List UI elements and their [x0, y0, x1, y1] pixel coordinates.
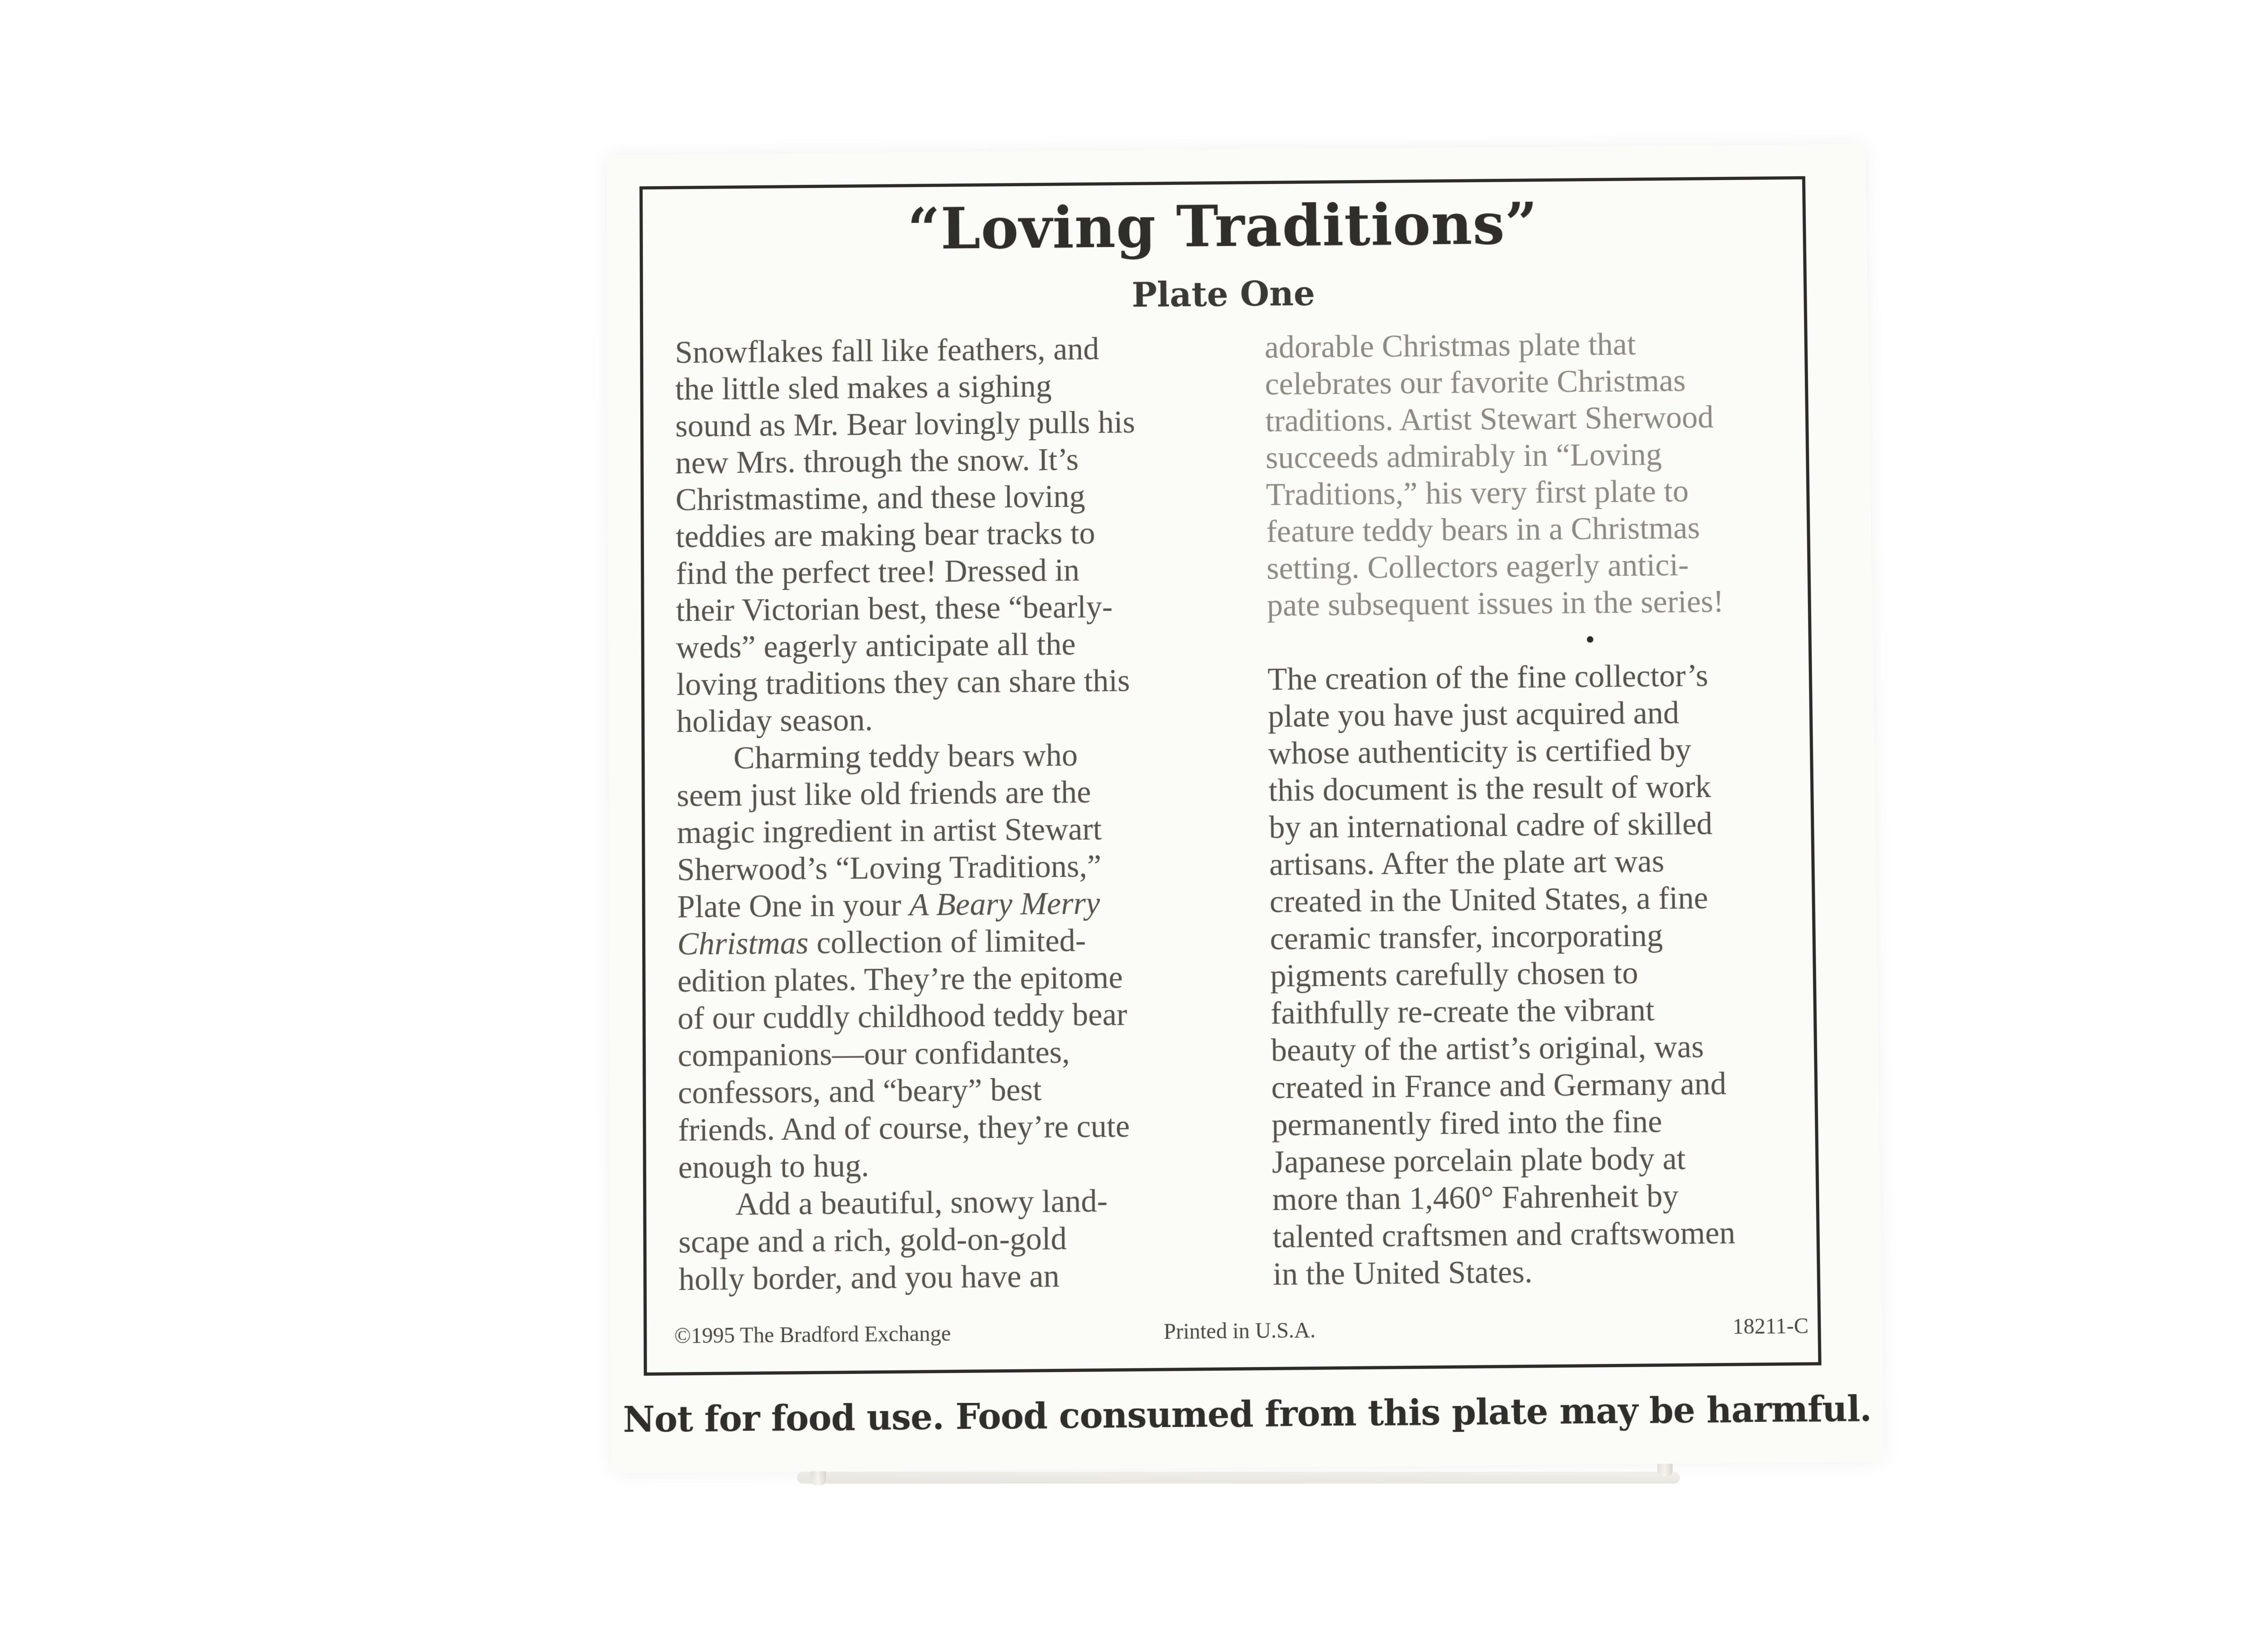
text-line: setting. Collectors eagerly antici- [1266, 547, 1689, 586]
certificate-sheet [607, 144, 1884, 1473]
text-line: of our cuddly childhood teddy bear [677, 997, 1127, 1037]
right-paragraph-1 [1265, 325, 1794, 624]
text-line: pate subsequent issues in the series! [1266, 584, 1724, 624]
series-title-italic: A Beary Merry [909, 885, 1100, 923]
text-line: celebrates our favorite Christmas [1265, 363, 1686, 402]
text-line: teddies are making bear tracks to [676, 515, 1095, 555]
text-line: artisans. After the plate art was [1269, 843, 1664, 883]
text-line: seem just like old friends are the [676, 774, 1091, 814]
copyright-notice: ©1995 The Bradford Exchange [674, 1321, 951, 1349]
text-line: this document is the result of work [1268, 769, 1712, 808]
left-paragraph-1 [675, 329, 1246, 740]
text-line: Sherwood’s “Loving Traditions,” [677, 848, 1102, 888]
text-line: collection of limited- [808, 923, 1086, 961]
text-line: holiday season. [676, 702, 873, 740]
text-line: beauty of the artist’s original, was [1271, 1029, 1704, 1069]
section-separator-bullet: • [1585, 624, 1595, 655]
text-line: faithfully re-create the vibrant [1270, 992, 1655, 1031]
text-line: Traditions,” his very first plate to [1266, 473, 1689, 513]
text-line: adorable Christmas plate that [1264, 327, 1636, 365]
text-line: traditions. Artist Stewart Sherwood [1265, 399, 1714, 439]
food-use-warning: Not for food use. Food consumed from this plate may be harmful. [623, 1388, 1872, 1441]
text-line: Japanese porcelain plate body at [1271, 1141, 1686, 1180]
text-line: friends. And of course, they’re cute [678, 1109, 1130, 1148]
text-line: by an international cadre of skilled [1269, 806, 1713, 845]
text-line: their Victorian best, these “bearly- [676, 589, 1113, 629]
right-paragraph-2 [1267, 656, 1804, 1293]
text-line: created in France and Germany and [1271, 1066, 1727, 1106]
text-line: more than 1,460° Fahrenheit by [1272, 1178, 1679, 1218]
left-paragraph-2 [676, 735, 1249, 1186]
left-text-column [675, 329, 1251, 1298]
text-line: companions—our confidantes, [677, 1034, 1070, 1074]
product-code: 18211-C [1732, 1314, 1809, 1339]
text-line: ceramic transfer, incorporating [1270, 917, 1663, 957]
text-line: Snowflakes fall like feathers, and [675, 331, 1099, 370]
certificate-footer [674, 1313, 1809, 1349]
text-line: edition plates. They’re the epitome [677, 960, 1123, 999]
text-line: loving traditions they can share this [676, 663, 1130, 702]
text-line: new Mrs. through the snow. It’s [675, 442, 1079, 481]
text-line: confessors, and “beary” best [677, 1072, 1042, 1111]
text-line: Christmastime, and these loving [675, 479, 1086, 518]
text-line: scape and a rich, gold-on-gold [678, 1221, 1067, 1260]
text-line: whose authenticity is certified by [1268, 732, 1692, 771]
text-line: Charming teddy bears who [733, 737, 1078, 776]
printed-in-notice: Printed in U.S.A. [1163, 1318, 1316, 1344]
series-title-italic: Christmas [677, 925, 809, 962]
text-line: pigments carefully chosen to [1270, 955, 1639, 994]
text-line: sound as Mr. Bear lovingly pulls his [675, 404, 1136, 444]
text-line: the little sled makes a sighing [675, 369, 1052, 407]
text-line: in the United States. [1272, 1254, 1533, 1292]
text-line: feature teddy bears in a Christmas [1266, 510, 1700, 549]
text-line: enough to hug. [678, 1148, 869, 1186]
text-line: succeeds admirably in “Loving [1265, 437, 1662, 476]
certificate-border [639, 176, 1821, 1376]
text-line: talented craftsmen and craftswomen [1272, 1215, 1736, 1255]
text-line: Add a beautiful, snowy land- [735, 1183, 1108, 1222]
text-line: holly border, and you have an [678, 1258, 1060, 1297]
text-line: The creation of the fine collector’s [1267, 658, 1708, 697]
certificate-title: “Loving Traditions” [907, 191, 1539, 263]
left-paragraph-3 [678, 1181, 1250, 1298]
stand-crossbar [797, 1472, 1680, 1484]
text-line: magic ingredient in artist Stewart [676, 811, 1102, 851]
certificate-subtitle: Plate One [1132, 274, 1315, 315]
text-line: Plate One in your [677, 887, 910, 925]
text-line: permanently fired into the fine [1271, 1104, 1663, 1143]
text-line: plate you have just acquired and [1267, 695, 1679, 735]
right-text-column [1265, 325, 1804, 1293]
text-line: created in the United States, a fine [1269, 880, 1708, 920]
text-line: find the perfect tree! Dressed in [676, 552, 1080, 591]
text-line: weds” eagerly anticipate all the [676, 626, 1076, 666]
